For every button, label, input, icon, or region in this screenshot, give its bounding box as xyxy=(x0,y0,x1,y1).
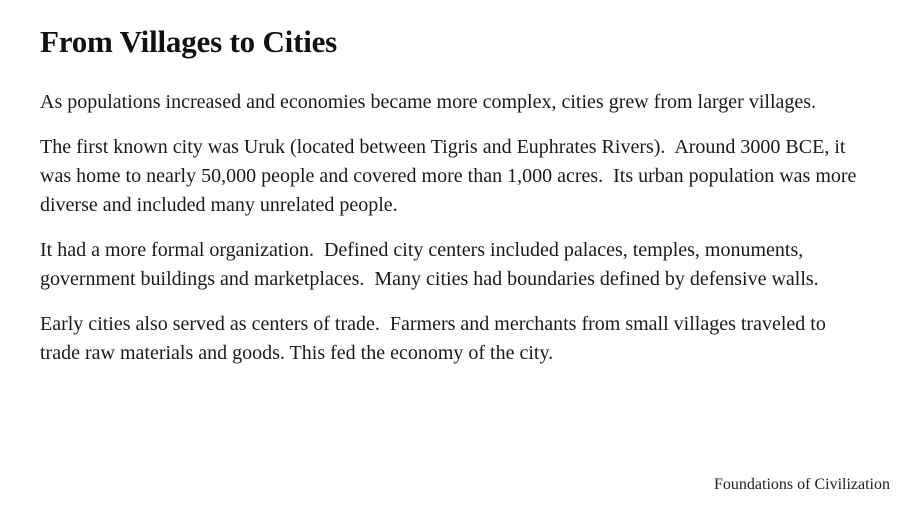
paragraph-villages: As populations increased and economies became more complex, cities grew from larger villages. xyxy=(40,91,817,113)
slide-footer: Foundations of Civilization xyxy=(714,476,890,493)
paragraph-organization: It had a more formal organization. Defined city centers included palaces, temples, monuments, government buildings and marketplaces. Many cities had boundaries defined by defensive walls. xyxy=(40,239,819,290)
slide-body xyxy=(40,88,870,384)
slide-title: From Villages to Cities xyxy=(40,24,338,59)
paragraph-trade: Early cities also served as centers of trade. Farmers and merchants from small villages traveled to trade raw materials and goods. This fed the economy of the city. xyxy=(40,313,831,364)
paragraph-uruk: The first known city was Uruk (located between Tigris and Euphrates Rivers). Around 3000 BCE, it was home to nearly 50,000 people and covered more than 1,000 acres. Its urban population was more diverse and included many unrelated people. xyxy=(40,136,862,216)
